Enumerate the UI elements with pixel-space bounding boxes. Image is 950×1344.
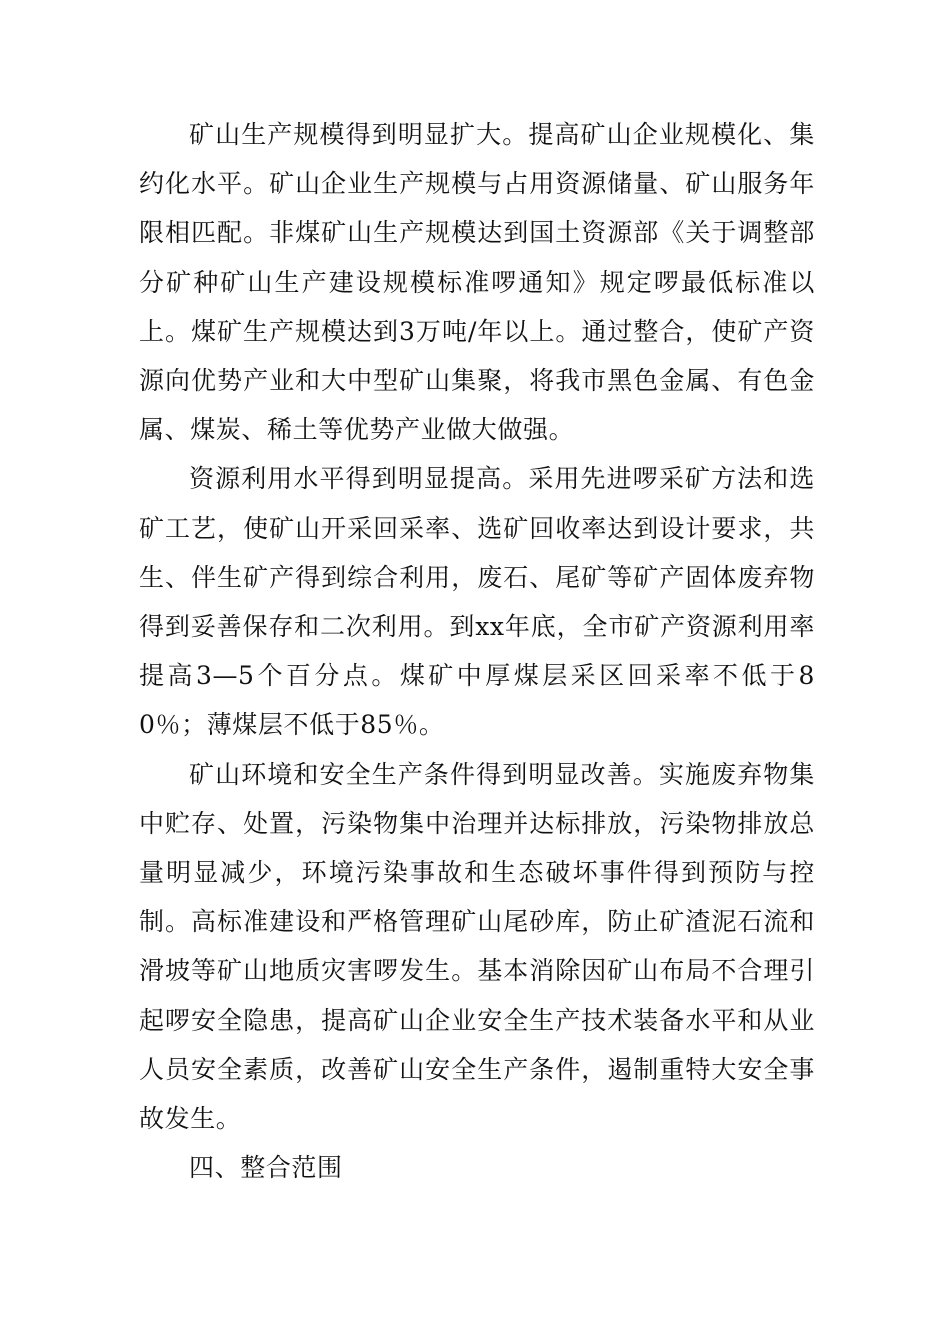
paragraph-mining-scale: 矿山生产规模得到明显扩大。提高矿山企业规模化、集约化水平。矿山企业生产规模与占用资源储量、矿山服务年限相匹配。非煤矿山生产规模达到国土资源部《关于调整部分矿种矿山生产建设规模标准啰通知》规定啰最低标准以上。煤矿生产规模达到3万吨/年以上。通过整合，使矿产资源向优势产业和大中型矿山集聚，将我市黑色金属、有色金属、煤炭、稀土等优势产业做大做强。 (139, 120, 815, 445)
document-body (139, 110, 815, 1192)
paragraph-environment-safety: 矿山环境和安全生产条件得到明显改善。实施废弃物集中贮存、处置，污染物集中治理并达标排放，污染物排放总量明显减少，环境污染事故和生态破坏事件得到预防与控制。高标准建设和严格管理矿山尾砂库，防止矿渣泥石流和滑坡等矿山地质灾害啰发生。基本消除因矿山布局不合理引起啰安全隐患，提高矿山企业安全生产技术装备水平和从业人员安全素质，改善矿山安全生产条件，遏制重特大安全事故发生。 (139, 759, 815, 1134)
paragraph-resource-utilization: 资源利用水平得到明显提高。采用先进啰采矿方法和选矿工艺，使矿山开采回采率、选矿回收率达到设计要求，共生、伴生矿产得到综合利用，废石、尾矿等矿产固体废弃物得到妥善保存和二次利用。到xx年底，全市矿产资源利用率提高3—5个百分点。煤矿中厚煤层采区回采率不低于80％；薄煤层不低于85％。 (139, 464, 815, 740)
section-heading: 四、整合范围 (189, 1153, 343, 1183)
